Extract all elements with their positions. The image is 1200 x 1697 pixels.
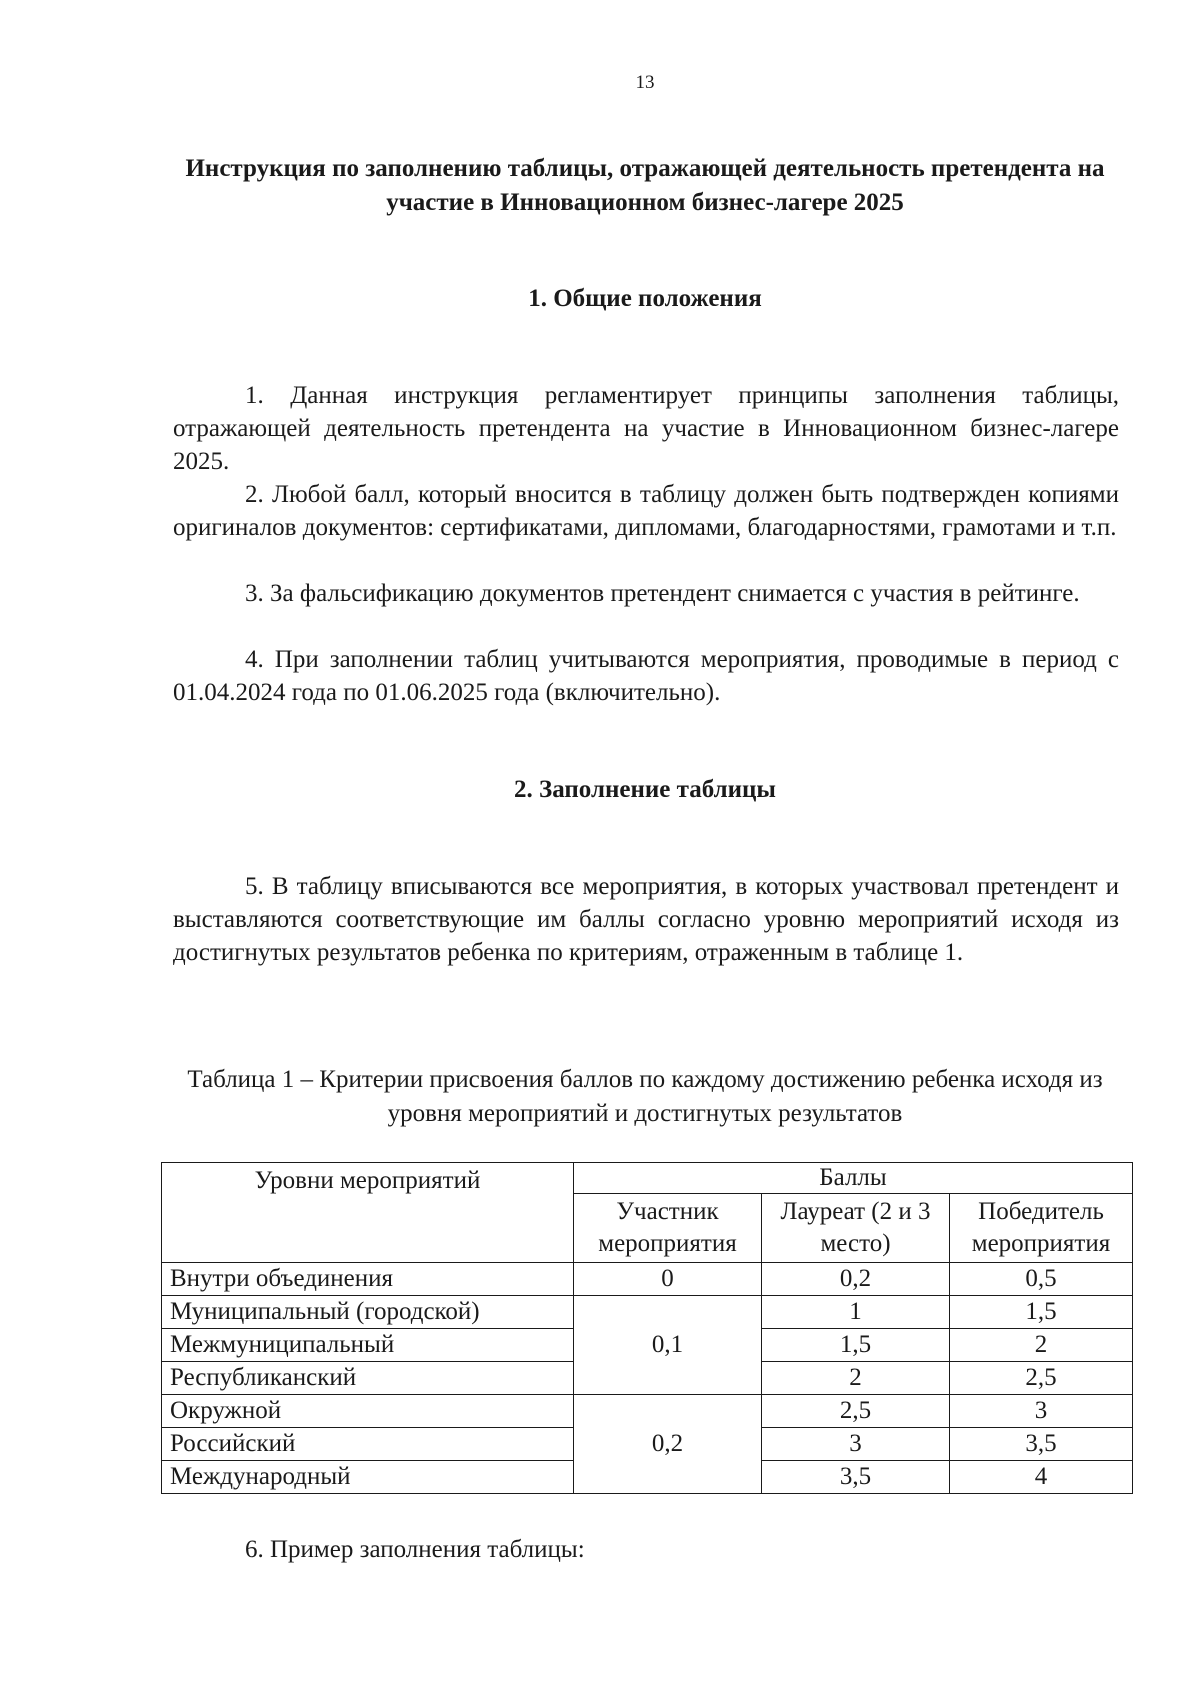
- criteria-table: [161, 1162, 1133, 1494]
- page-number: 13: [635, 72, 655, 93]
- table-header-row: [162, 1163, 1133, 1194]
- participant-cell: 0: [574, 1263, 762, 1296]
- table-row: [162, 1263, 1133, 1296]
- winner-cell: 1,5: [950, 1296, 1133, 1329]
- participant-cell: 0,1: [574, 1296, 762, 1395]
- laureate-cell: 3: [762, 1428, 950, 1461]
- winner-cell: 3,5: [950, 1428, 1133, 1461]
- winner-cell: 3: [950, 1395, 1133, 1428]
- laureate-cell: 3,5: [762, 1461, 950, 1494]
- paragraph-2: 2. Любой балл, который вносится в таблицу должен быть подтвержден копиями оригиналов документов: сертификатами, дипломами, благодарностями, грамотами и т.п.: [173, 481, 1119, 541]
- paragraph-3: 3. За фальсификацию документов претендент снимается с участия в рейтинге.: [245, 580, 1080, 607]
- header-winner: Победитель мероприятия: [950, 1194, 1133, 1263]
- winner-cell: 4: [950, 1461, 1133, 1494]
- header-participant: Участник мероприятия: [574, 1194, 762, 1263]
- table-row: [162, 1296, 1133, 1329]
- header-laureate: Лауреат (2 и 3 место): [762, 1194, 950, 1263]
- table-caption: Таблица 1 – Критерии присвоения баллов по каждому достижению ребенка исходя из уровня мероприятий и достигнутых результатов: [187, 1066, 1103, 1127]
- paragraph-4: 4. При заполнении таблиц учитываются мероприятия, проводимые в период с 01.04.2024 года по 01.06.2025 года (включительно).: [173, 646, 1119, 706]
- header-levels: Уровни мероприятий: [162, 1163, 574, 1263]
- level-cell: Муниципальный (городской): [162, 1296, 574, 1329]
- table-row: [162, 1395, 1133, 1428]
- winner-cell: 2,5: [950, 1362, 1133, 1395]
- section-2-heading: 2. Заполнение таблицы: [514, 776, 776, 803]
- example-line: 6. Пример заполнения таблицы:: [245, 1536, 585, 1563]
- laureate-cell: 1,5: [762, 1329, 950, 1362]
- level-cell: Межмуниципальный: [162, 1329, 574, 1362]
- winner-cell: 2: [950, 1329, 1133, 1362]
- laureate-cell: 2: [762, 1362, 950, 1395]
- header-points: Баллы: [574, 1163, 1133, 1194]
- paragraph-5: 5. В таблицу вписываются все мероприятия, в которых участвовал претендент и выставляются соответствующие им баллы согласно уровню мероприятий исходя из достигнутых результатов ребенка по критериям, отраженным в таблице 1.: [173, 873, 1119, 966]
- level-cell: Международный: [162, 1461, 574, 1494]
- laureate-cell: 1: [762, 1296, 950, 1329]
- section-1-heading: 1. Общие положения: [528, 285, 762, 312]
- winner-cell: 0,5: [950, 1263, 1133, 1296]
- level-cell: Внутри объединения: [162, 1263, 574, 1296]
- level-cell: Российский: [162, 1428, 574, 1461]
- paragraph-1: 1. Данная инструкция регламентирует принципы заполнения таблицы, отражающей деятельность претендента на участие в Инновационном бизнес-лагере 2025.: [173, 382, 1119, 475]
- level-cell: Республиканский: [162, 1362, 574, 1395]
- participant-cell: 0,2: [574, 1395, 762, 1494]
- laureate-cell: 2,5: [762, 1395, 950, 1428]
- document-title: Инструкция по заполнению таблицы, отражающей деятельность претендента на участие в Инновационном бизнес-лагере 2025: [185, 155, 1105, 216]
- level-cell: Окружной: [162, 1395, 574, 1428]
- laureate-cell: 0,2: [762, 1263, 950, 1296]
